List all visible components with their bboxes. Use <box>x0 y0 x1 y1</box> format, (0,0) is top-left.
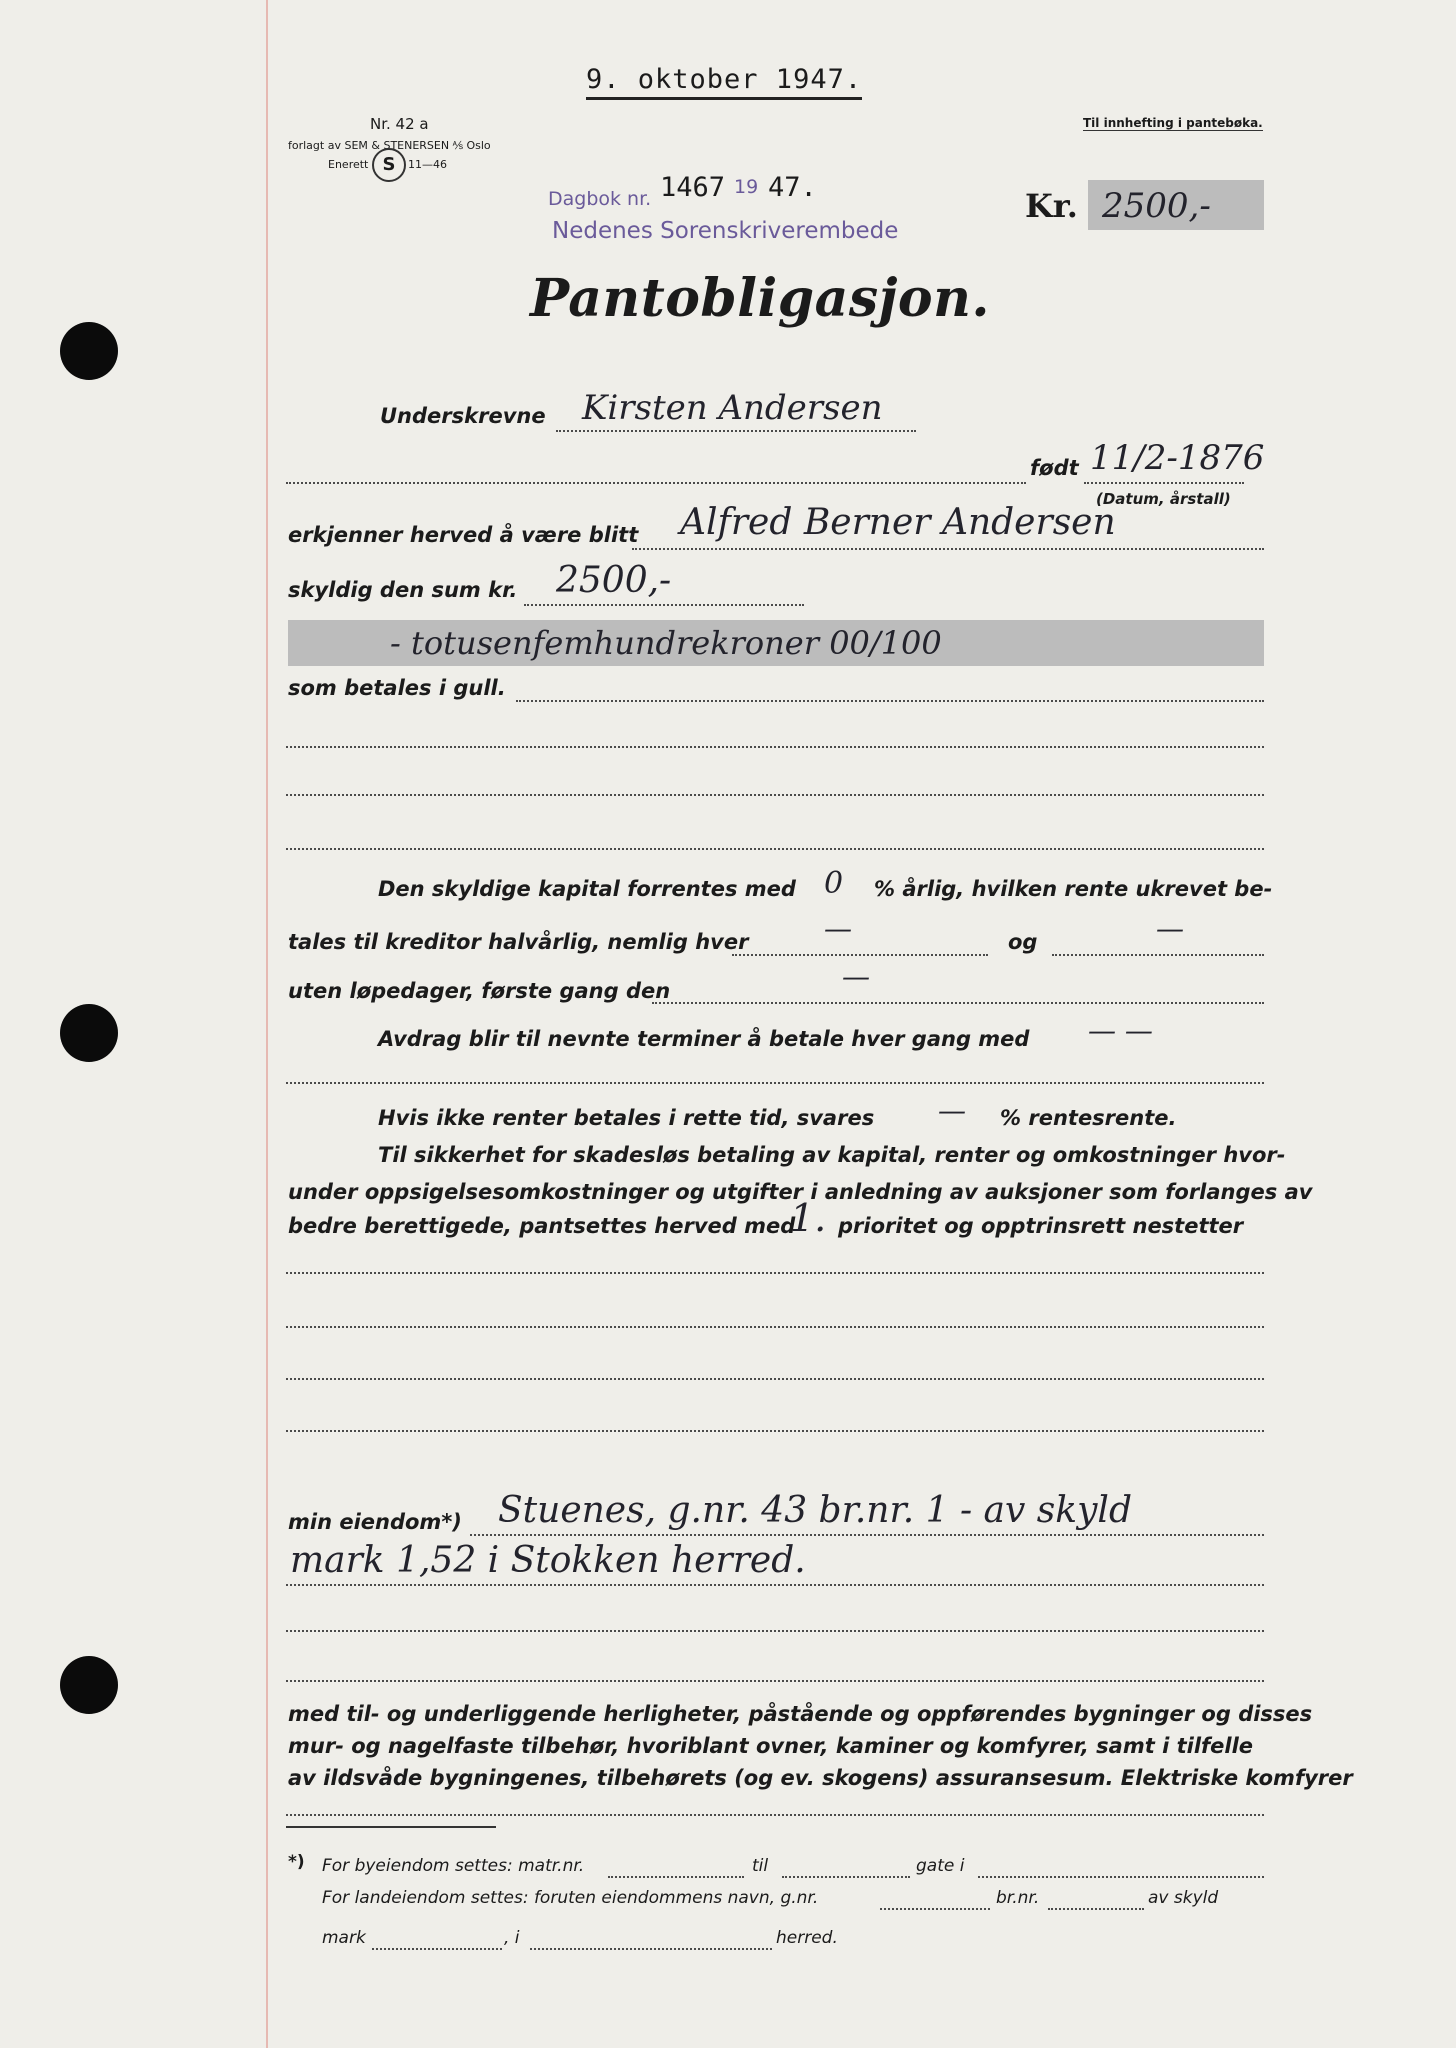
appurtenance-text: mur- og nagelfaste tilbehør, hvoriblant ovner, kaminer og komfyrer, samt i tilfelle <box>288 1734 1254 1758</box>
property-line-2 <box>286 1584 1264 1586</box>
appurtenance-text: med til- og underliggende herligheter, påstående og oppførendes bygninger og disses <box>288 1702 1313 1726</box>
interest-text: og <box>1008 930 1038 954</box>
punch-hole <box>60 322 118 380</box>
form-number: Nr. 42 a <box>370 115 429 133</box>
footnote-rule <box>286 1826 496 1828</box>
interest-text: Avdrag blir til nevnte terminer å betale hver gang med <box>378 1027 1030 1051</box>
born-note: (Datum, årstall) <box>1096 490 1231 508</box>
security-text: prioritet og opptrinsrett nestetter <box>838 1214 1244 1238</box>
binding-note: Til innhefting i pantebøka. <box>1083 116 1263 130</box>
interest-text: uten løpedager, første gang den <box>288 979 671 1003</box>
late-interest-text: Hvis ikke renter betales i rette tid, svares <box>378 1106 875 1130</box>
late-interest-text: % rentesrente. <box>1000 1106 1177 1130</box>
undersigned-value: Kirsten Andersen <box>582 388 883 428</box>
gold-label: som betales i gull. <box>288 676 506 700</box>
punch-hole <box>60 1656 118 1714</box>
half-year-line-1 <box>732 954 988 956</box>
half-year-value-2: — <box>1156 912 1184 945</box>
first-date-line <box>652 1002 1264 1004</box>
interest-rate: 0 <box>824 866 844 901</box>
security-text: Til sikkerhet for skadesløs betaling av kapital, renter og omkostninger hvor- <box>378 1143 1286 1167</box>
born-label: født <box>1030 456 1079 480</box>
sum-line <box>524 604 804 606</box>
blank-line <box>286 794 1264 796</box>
footnote-line <box>782 1876 910 1878</box>
footnote-text: herred. <box>776 1928 838 1948</box>
blank-line <box>286 1378 1264 1380</box>
dagbok-year-prefix: 19 <box>734 176 759 198</box>
sum-words: - totusenfemhundrekroner 00/100 <box>390 624 942 662</box>
undersigned-label: Underskrevne <box>380 404 546 428</box>
interest-text: % årlig, hvilken rente ukrevet be- <box>874 877 1273 901</box>
amount-value: 2500,- <box>1102 186 1211 226</box>
footnote-line <box>608 1876 744 1878</box>
first-date-value: — <box>842 960 870 993</box>
blank-line <box>286 848 1264 850</box>
sum-value: 2500,- <box>556 560 672 601</box>
blank-line <box>286 1326 1264 1328</box>
creditor-value: Alfred Berner Andersen <box>680 502 1116 543</box>
name-continuation-line <box>286 482 1026 484</box>
footnote-star: *) <box>288 1852 305 1872</box>
margin-rule <box>266 0 268 2048</box>
footnote-text: av skyld <box>1148 1888 1219 1908</box>
installment-value: — — <box>1088 1014 1153 1047</box>
interest-text: Den skyldige kapital forrentes med <box>378 877 796 901</box>
gold-line <box>516 700 1264 702</box>
amount-label: Kr. <box>1025 187 1078 225</box>
document-date: 9. oktober 1947. <box>586 64 862 100</box>
priority-value: 1. <box>790 1196 827 1240</box>
sum-label: skyldig den sum kr. <box>288 578 518 602</box>
late-interest-rate: — <box>938 1094 966 1127</box>
blank-line <box>286 1272 1264 1274</box>
half-year-value-1: — <box>824 912 852 945</box>
creditor-label: erkjenner herved å være blitt <box>288 523 639 547</box>
creditor-line <box>632 548 1264 550</box>
appurtenance-text: av ildsvåde bygningenes, tilbehørets (og ev. skogens) assuransesum. Elektriske komfyrer <box>288 1766 1353 1790</box>
print-code: 11—46 <box>408 158 447 171</box>
blank-line <box>286 1814 1264 1816</box>
punch-hole <box>60 1004 118 1062</box>
footnote-text: til <box>752 1856 769 1876</box>
footnote-text: br.nr. <box>996 1888 1040 1908</box>
born-value: 11/2-1876 <box>1090 438 1265 478</box>
property-line-1 <box>470 1534 1264 1536</box>
footnote-line <box>372 1948 502 1950</box>
footnote-text: , i <box>504 1928 520 1948</box>
blank-line <box>286 1082 1264 1084</box>
footnote-text: For byeiendom settes: matr.nr. <box>322 1856 585 1876</box>
interest-text: tales til kreditor halvårlig, nemlig hver <box>288 930 749 954</box>
dagbok-number: 1467 <box>660 172 726 203</box>
blank-line <box>286 1430 1264 1432</box>
footnote-line <box>1048 1908 1144 1910</box>
born-line <box>1084 482 1244 484</box>
dagbok-year: 47. <box>768 172 817 203</box>
page-title: Pantobligasjon. <box>530 268 991 329</box>
half-year-line-2 <box>1052 954 1264 956</box>
dagbok-label: Dagbok nr. <box>548 188 652 210</box>
footnote-line <box>880 1908 990 1910</box>
footnote-text: For landeiendom settes: foruten eiendommens navn, g.nr. <box>322 1888 819 1908</box>
security-text: bedre berettigede, pantsettes herved med <box>288 1214 796 1238</box>
publisher-seal: S <box>372 148 406 182</box>
footnote-line <box>530 1948 772 1950</box>
footnote-line <box>978 1876 1264 1878</box>
property-value-1: Stuenes, g.nr. 43 br.nr. 1 - av skyld <box>498 1490 1132 1531</box>
property-value-2: mark 1,52 i Stokken herred. <box>290 1540 806 1581</box>
undersigned-line <box>556 430 916 432</box>
publisher: forlagt av SEM & STENERSEN ⅍ Oslo <box>288 139 491 152</box>
security-text: under oppsigelsesomkostninger og utgifter i anledning av auksjoner som forlanges av <box>288 1180 1313 1204</box>
footnote-text: gate i <box>916 1856 965 1876</box>
office-stamp: Nedenes Sorenskriverembede <box>552 218 899 244</box>
blank-line <box>286 1680 1264 1682</box>
rights-note: Enerett <box>328 158 369 171</box>
footnote-text: mark <box>322 1928 366 1948</box>
property-label: min eiendom*) <box>288 1510 462 1534</box>
blank-line <box>286 1630 1264 1632</box>
blank-line <box>286 746 1264 748</box>
